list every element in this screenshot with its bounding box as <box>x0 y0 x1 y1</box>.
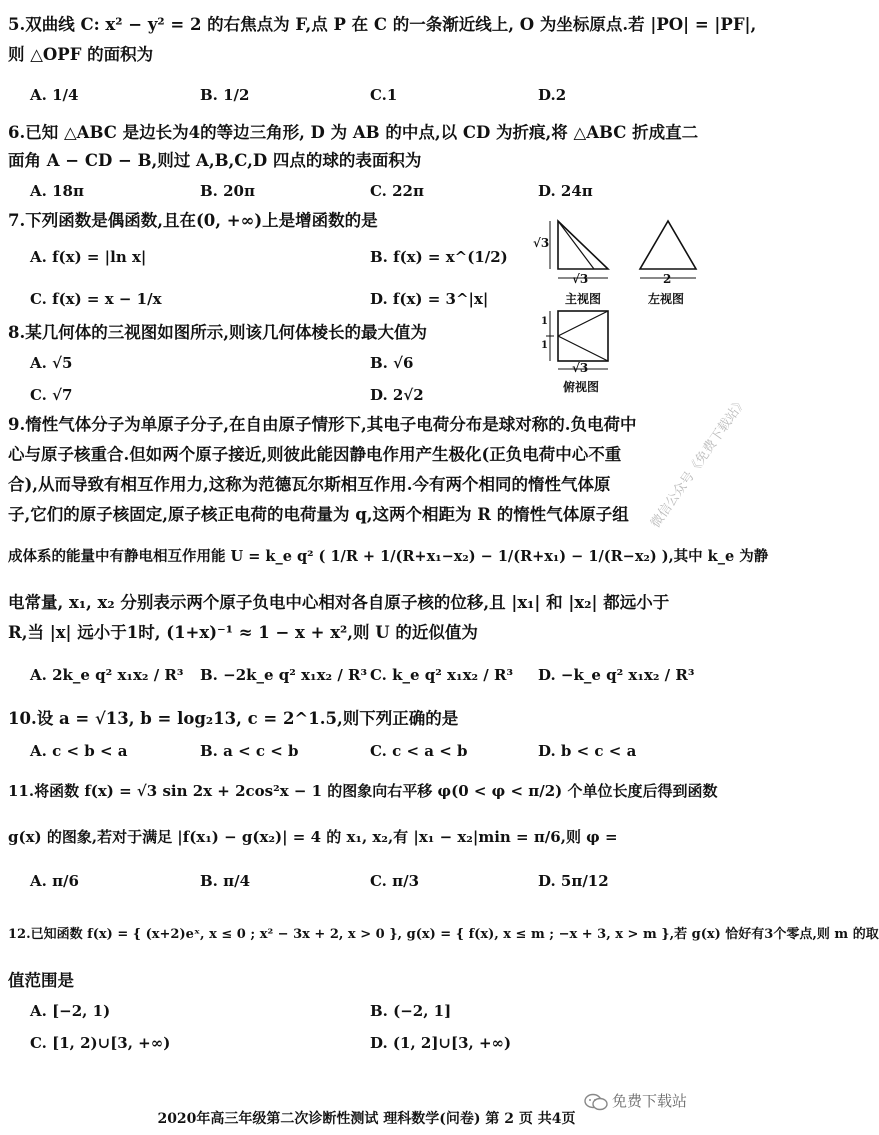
top-view-diag-2 <box>558 336 608 361</box>
top-view-diag-1 <box>558 311 608 336</box>
front-view-label: 主视图 <box>565 292 602 306</box>
q9-stem-line5: 成体系的能量中有静电相互作用能 U = k_e q² ( 1/R + 1/(R+x₁−x₂) − 1/(R+x₁) − 1/(R−x₂) ),其中 k_e 为静 <box>8 548 769 565</box>
q6-option-b: B. 20π <box>200 182 255 200</box>
q7-option-c: C. f(x) = x − 1/x <box>30 290 162 308</box>
q9-stem-line7: R,当 |x| 远小于1时, (1+x)⁻¹ ≈ 1 − x + x²,则 U 的近似值为 <box>8 623 478 642</box>
q9-stem-line1: 9.惰性气体分子为单原子分子,在自由原子情形下,其电子电荷分布是球对称的.负电荷中 <box>8 415 637 434</box>
q6-stem-line1: 6.已知 △ABC 是边长为4的等边三角形, D 为 AB 的中点,以 CD 为折痕,将 △ABC 折成直二 <box>8 123 699 142</box>
q10-option-c: C. c < a < b <box>370 742 468 760</box>
q12-stem-line2: 值范围是 <box>8 971 74 990</box>
q5-option-b: B. 1/2 <box>200 86 250 104</box>
q5-option-c: C.1 <box>370 86 398 104</box>
top-dim-1-upper: 1 <box>541 316 548 327</box>
page-footer: 2020年高三年级第二次诊断性测试 理科数学(问卷) 第 2 页 共4页 <box>157 1111 576 1127</box>
top-view-label: 俯视图 <box>563 380 600 394</box>
q11-stem-line2: g(x) 的图象,若对于满足 |f(x₁) − g(x₂)| = 4 的 x₁, x₂,有 |x₁ − x₂|min = π/6,则 φ = <box>8 828 618 846</box>
q9-option-d: D. −k_e q² x₁x₂ / R³ <box>538 666 695 684</box>
q11-option-c: C. π/3 <box>370 872 420 890</box>
three-view-figure <box>530 215 725 400</box>
front-view-inner-line <box>558 221 594 269</box>
q5-stem-line1: 5.双曲线 C: x² − y² = 2 的右焦点为 F,点 P 在 C 的一条渐近线上, O 为坐标原点.若 |PO| = |PF|, <box>8 15 757 34</box>
q9-option-b: B. −2k_e q² x₁x₂ / R³ <box>200 666 368 684</box>
q11-option-d: D. 5π/12 <box>538 872 609 890</box>
watermark-text: 免费下载站 <box>612 1092 688 1110</box>
q6-option-c: C. 22π <box>370 182 424 200</box>
top-dim-1-lower: 1 <box>541 340 548 351</box>
front-height-label: √3 <box>533 236 550 250</box>
q8-stem-line1: 8.某几何体的三视图如图所示,则该几何体棱长的最大值为 <box>8 323 427 342</box>
q7-option-a: A. f(x) = |ln x| <box>30 248 147 266</box>
q9-stem-line2: 心与原子核重合.但如两个原子接近,则彼此能因静电作用产生极化(正负电荷中心不重 <box>8 445 622 464</box>
q6-stem-line2: 面角 A − CD − B,则过 A,B,C,D 四点的球的表面积为 <box>8 151 422 170</box>
q10-option-b: B. a < c < b <box>200 742 299 760</box>
q5-option-a: A. 1/4 <box>30 86 79 104</box>
side-view-triangle <box>640 221 696 269</box>
q9-option-c: C. k_e q² x₁x₂ / R³ <box>370 666 514 684</box>
top-width-label: √3 <box>572 361 589 375</box>
q11-option-a: A. π/6 <box>30 872 79 890</box>
top-view-square <box>558 311 608 361</box>
q9-stem-line4: 子,它们的原子核固定,原子核正电荷的电荷量为 q,这两个相距为 R 的惰性气体原子组 <box>8 505 629 524</box>
q8-option-b: B. √6 <box>370 354 414 372</box>
q5-stem-line2: 则 △OPF 的面积为 <box>8 45 154 64</box>
side-view-label: 左视图 <box>648 292 685 306</box>
q12-option-a: A. [−2, 1) <box>30 1002 111 1020</box>
q8-option-c: C. √7 <box>30 386 73 404</box>
q12-option-c: C. [1, 2)∪[3, +∞) <box>30 1034 171 1052</box>
q11-stem-line1: 11.将函数 f(x) = √3 sin 2x + 2cos²x − 1 的图象向右平移 φ(0 < φ < π/2) 个单位长度后得到函数 <box>8 782 718 800</box>
q6-option-d: D. 24π <box>538 182 593 200</box>
q12-option-b: B. (−2, 1] <box>370 1002 452 1020</box>
q9-option-a: A. 2k_e q² x₁x₂ / R³ <box>30 666 184 684</box>
front-view-triangle <box>558 221 608 269</box>
q8-option-a: A. √5 <box>30 354 73 372</box>
q12-option-d: D. (1, 2]∪[3, +∞) <box>370 1034 512 1052</box>
q9-stem-line3: 合),从而导致有相互作用力,这称为范德瓦尔斯相互作用.今有两个相同的惰性气体原 <box>8 475 611 494</box>
q7-option-d: D. f(x) = 3^|x| <box>370 290 489 308</box>
q9-stem-line6: 电常量, x₁, x₂ 分别表示两个原子负电中心相对各自原子核的位移,且 |x₁| 和 |x₂| 都远小于 <box>8 593 670 612</box>
diagonal-watermark: 微信公众号《免费下载站》 <box>648 394 751 531</box>
side-width-label: 2 <box>663 272 672 286</box>
q10-option-d: D. b < c < a <box>538 742 637 760</box>
q8-option-d: D. 2√2 <box>370 386 424 404</box>
q5-option-d: D.2 <box>538 86 567 104</box>
q6-option-a: A. 18π <box>30 182 84 200</box>
q10-option-a: A. c < b < a <box>30 742 128 760</box>
q12-stem-line1: 12.已知函数 f(x) = { (x+2)eˣ, x ≤ 0 ; x² − 3x + 2, x > 0 }, g(x) = { f(x), x ≤ m ; −x + 3, x > m },若 g(x) 恰好有3个零点,则 m 的取 <box>8 927 879 942</box>
front-width-label: √3 <box>572 272 589 286</box>
q10-stem-line1: 10.设 a = √13, b = log₂13, c = 2^1.5,则下列正确的是 <box>8 709 459 728</box>
q7-option-b: B. f(x) = x^(1/2) <box>370 248 508 266</box>
q11-option-b: B. π/4 <box>200 872 251 890</box>
q7-stem-line1: 7.下列函数是偶函数,且在(0, +∞)上是增函数的是 <box>8 211 378 230</box>
